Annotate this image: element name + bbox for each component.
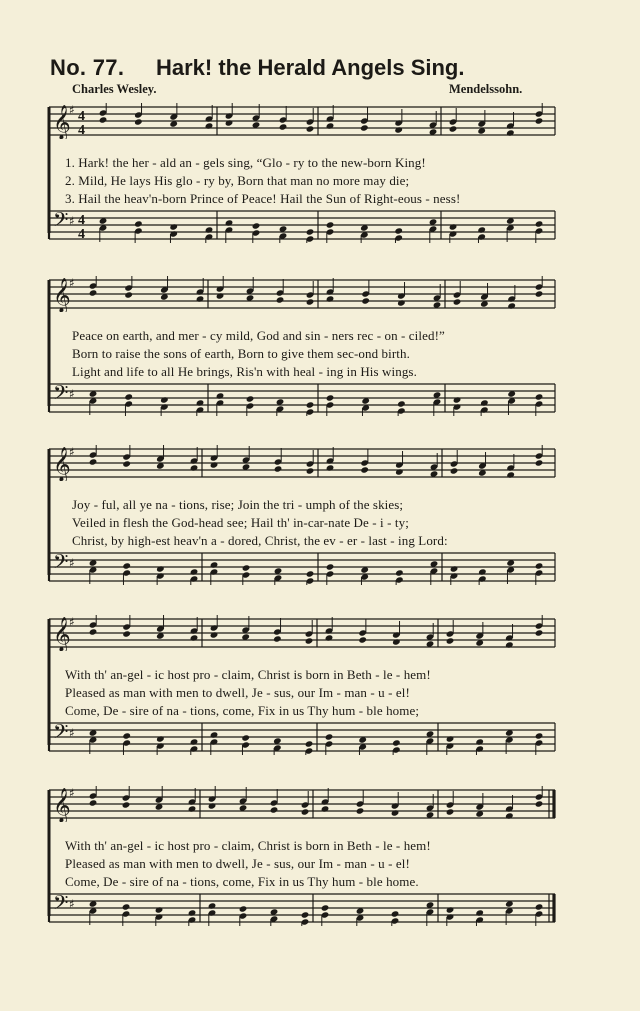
note-head [326,394,335,401]
note-head [89,458,98,465]
lyrics-block [45,155,557,209]
hymn-number: No. 77. [50,55,125,80]
note-head [99,116,108,123]
lyric-line: Pleased as man with men to dwell, Je - sus, our Im - man - u - el! [65,856,410,871]
note-head [122,460,131,467]
bass-staff [45,719,557,755]
lyric-line: 1. Hark! the her - ald an - gels sing, “Glo - ry to the new-born King! [65,155,426,170]
sharp-icon: ♯ [69,214,75,228]
note-head [535,629,544,636]
lyrics-block [45,497,557,551]
composer-credit: Mendelssohn. [449,82,523,96]
note-head [306,467,315,474]
note-head [306,298,315,305]
note-head [89,628,98,635]
note-head [241,734,250,741]
treble-staff [45,276,557,312]
lyric-line: Come, De - sire of na - tions, come, Fix in us Thy hum - ble home; [65,703,420,718]
sharp-icon: ♯ [69,726,75,740]
note-head [321,904,330,911]
lyric-line: Born to raise the sons of earth, Born to give them sec-ond birth. [72,346,410,361]
note-head [273,635,282,642]
note-head [535,117,544,124]
note-head [535,903,544,910]
note-head [89,799,98,806]
sharp-icon: ♯ [69,445,75,459]
note-head [305,740,314,747]
note-head [392,739,401,746]
note-head [270,806,279,813]
bass-clef-icon: 𝄢 [53,550,69,578]
sharp-icon: ♯ [69,276,75,290]
music-system [45,445,557,585]
music-system [45,103,557,243]
note-head [360,466,369,473]
bass-staff [45,380,557,416]
note-head [306,125,315,132]
music-system [45,786,557,926]
note-head [397,400,406,407]
note-head [326,563,335,570]
lyric-line: With th' an-gel - ic host pro - claim, Christ is born in Beth - le - hem! [65,667,431,682]
lyrics-block [45,328,557,382]
treble-staff [45,615,557,651]
treble-clef-icon: 𝄞 [53,788,71,822]
music-system [45,615,557,755]
bass-clef-icon: 𝄢 [53,381,69,409]
lyric-line: Light and life to all He brings, Ris'n with heal - ing in His wings. [72,364,417,379]
note-head [301,911,310,918]
bass-staff [45,207,557,243]
note-head [122,732,131,739]
note-head [326,221,335,228]
sharp-icon: ♯ [69,556,75,570]
note-head [124,393,133,400]
note-head [306,228,315,235]
note-head [274,465,283,472]
note-head [252,222,261,229]
note-head [306,570,315,577]
note-head [535,459,544,466]
treble-clef-icon: 𝄞 [53,447,71,481]
note-head [356,807,365,814]
lyrics-block [45,838,557,892]
note-head [301,808,310,815]
note-head [276,296,285,303]
sharp-icon: ♯ [69,615,75,629]
lyric-line: Veiled in flesh the God-head see; Hail th' in-car-nate De - i - ty; [72,515,409,530]
sharp-icon: ♯ [69,103,75,117]
lyric-line: 2. Mild, He lays His glo - ry by, Born that man no more may die; [65,173,410,188]
note-head [89,289,98,296]
note-head [134,220,143,227]
note-head [122,801,131,808]
sharp-icon: ♯ [69,897,75,911]
treble-clef-icon: 𝄞 [53,105,71,139]
note-head [239,905,248,912]
note-head [394,227,403,234]
hymn-title: Hark! the Herald Angels Sing. [156,55,465,80]
bass-staff [45,549,557,585]
note-head [450,467,459,474]
bass-clef-icon: 𝄢 [53,720,69,748]
note-head [449,125,458,132]
time-signature-bottom: 4 [78,227,85,242]
note-head [361,297,370,304]
lyric-line: With th' an-gel - ic host pro - claim, Christ is born in Beth - le - hem! [65,838,431,853]
note-head [305,637,314,644]
treble-clef-icon: 𝄞 [53,278,71,312]
bass-clef-icon: 𝄢 [53,208,69,236]
note-head [395,569,404,576]
lyricist-credit: Charles Wesley. [72,82,157,96]
note-head [535,800,544,807]
note-head [535,290,544,297]
sharp-icon: ♯ [69,786,75,800]
note-head [391,910,400,917]
note-head [535,562,544,569]
time-signature-top: 4 [78,213,85,228]
treble-staff [45,786,557,822]
note-head [535,220,544,227]
lyric-line: Peace on earth, and mer - cy mild, God and sin - ners rec - on - ciled!” [72,328,445,343]
note-head [122,562,131,569]
treble-staff [45,103,557,139]
bass-staff [45,890,557,926]
note-head [535,732,544,739]
note-head [535,393,544,400]
lyric-line: Pleased as man with men to dwell, Je - sus, our Im - man - u - el! [65,685,410,700]
lyric-line: Come, De - sire of na - tions, come, Fix in us Thy hum - ble home. [65,874,419,889]
note-head [325,733,334,740]
time-signature-bottom: 4 [78,123,85,138]
note-head [242,564,251,571]
note-head [446,637,455,644]
note-head [124,291,133,298]
note-head [122,903,131,910]
note-head [446,808,455,815]
note-head [306,401,315,408]
note-head [360,124,369,131]
hymn-header [50,55,590,85]
lyrics-block [45,667,557,721]
treble-clef-icon: 𝄞 [53,617,71,651]
lyric-line: Christ, by high-est heav'n a - dored, Christ, the ev - er - last - ing Lord: [72,533,448,548]
lyric-line: Joy - ful, all ye na - tions, rise; Join the tri - umph of the skies; [72,497,404,512]
time-signature-top: 4 [78,109,85,124]
lyric-line: 3. Hail the heav'n-born Prince of Peace! Hail the Sun of Right-eous - ness! [65,191,461,206]
note-head [358,636,367,643]
music-system [45,276,557,416]
bass-clef-icon: 𝄢 [53,891,69,919]
note-head [134,118,143,125]
treble-staff [45,445,557,481]
sharp-icon: ♯ [69,387,75,401]
note-head [122,630,131,637]
note-head [246,395,255,402]
note-head [279,123,288,130]
note-head [453,298,462,305]
